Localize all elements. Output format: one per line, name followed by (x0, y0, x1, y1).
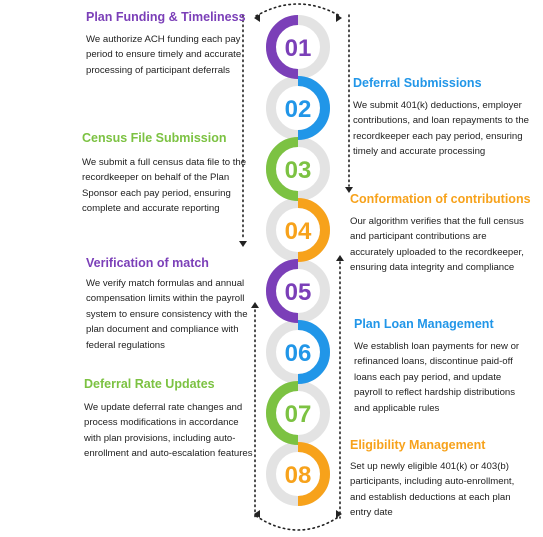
step-title-08: Eligibility Management (350, 438, 486, 452)
left-connector-upper-arrow (239, 241, 247, 247)
step-title-01: Plan Funding & Timeliness (86, 10, 246, 24)
step-number-06: 06 (284, 340, 312, 367)
step-description-03: We submit a full census data file to the recordkeeper on behalf of the Plan Sponsor each pay period, ensuring complete and accurate reporting (82, 157, 247, 215)
step-title-04: Conformation of contributions (350, 192, 531, 206)
step-title-03: Census File Submission (82, 131, 227, 145)
step-description-02: We submit 401(k) deductions, employer contributions, and loan repayments to the recordkeeper each pay period, ensuring timely and accurate processing (353, 100, 529, 158)
step-number-05: 05 (284, 279, 312, 306)
step-number-07: 07 (284, 401, 312, 428)
step-number-03: 03 (284, 157, 312, 184)
right-connector-lower-arrow (336, 255, 344, 261)
step-description-08: Set up newly eligible 401(k) or 403(b) participants, including auto-enrollment, and establish deductions at each plan entry date (350, 461, 515, 519)
step-title-06: Plan Loan Management (354, 317, 494, 331)
step-title-02: Deferral Submissions (353, 76, 482, 90)
step-description-06: We establish loan payments for new or refinanced loans, discontinue paid-off loans each pay period, and update payroll to reflect hardship distributions and applicable rules (354, 341, 520, 414)
bottom-arch-arrowhead-right (336, 510, 342, 518)
step-title-05: Verification of match (86, 256, 209, 270)
bottom-arch-connector (256, 516, 340, 530)
step-title-07: Deferral Rate Updates (84, 377, 215, 391)
top-arch-connector (256, 4, 340, 16)
step-number-02: 02 (284, 96, 312, 123)
step-description-07: We update deferral rate changes and process modifications in accordance with plan provisions, including auto-enrollment and auto-escalation features (84, 402, 253, 460)
step-description-01: We authorize ACH funding each pay period to ensure timely and accurate processing of participant deferrals (86, 34, 242, 76)
step-number-04: 04 (284, 218, 312, 245)
step-description-05: We verify match formulas and annual compensation limits within the payroll system to ensure consistency with the plan document and compliance with federal regulations (86, 278, 248, 351)
step-description-04: Our algorithm verifies that the full census and participant contributions are accurately uploaded to the recordkeeper, ensuring data integrity and compliance (350, 216, 524, 274)
step-number-01: 01 (284, 35, 312, 62)
step-number-08: 08 (284, 462, 312, 489)
